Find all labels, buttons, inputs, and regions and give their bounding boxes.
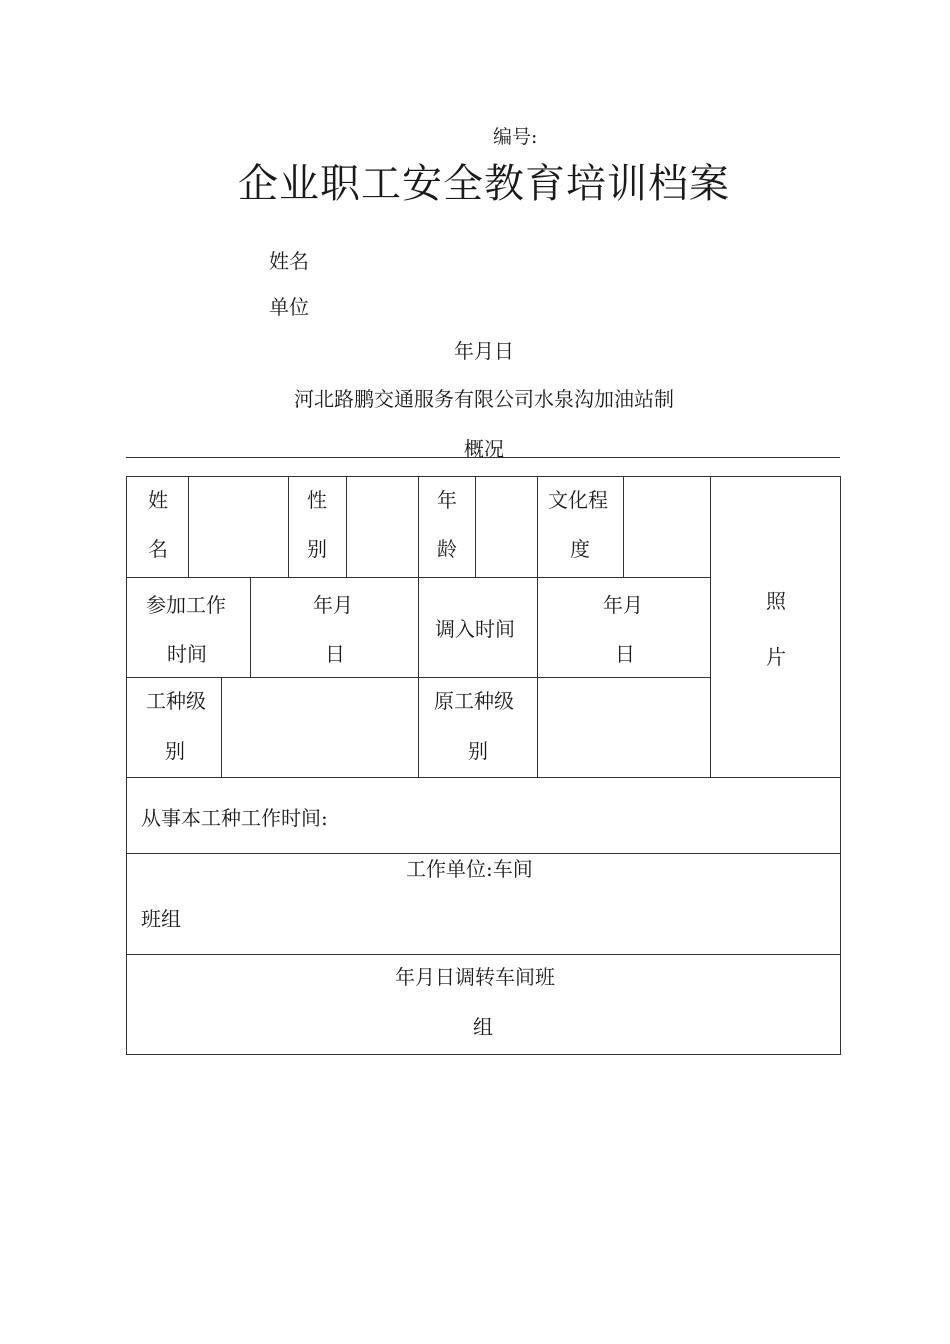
transfer-in-label: 调入时间 [435,617,515,641]
job-duration-label: 从事本工种工作时间: [141,806,328,830]
work-start-date-1: 年月 [313,593,353,617]
col-divider [710,477,711,777]
work-start-label-2: 时间 [167,642,207,666]
education-cell-label-1: 文化程 [548,488,608,512]
row-divider [127,954,840,955]
page-title: 企业职工安全教育培训档案 [238,161,730,207]
work-unit-label: 工作单位:车间 [406,857,533,881]
section-rule [126,457,840,458]
orig-job-grade-label-1: 原工种级 [434,689,514,713]
gender-cell-label-1: 性 [307,488,327,512]
photo-label-2: 片 [766,645,786,669]
unit-field-label: 单位 [269,295,309,319]
transfer-in-date-2: 日 [615,642,635,666]
name-cell-label-1: 姓 [148,488,168,512]
transfer-team-label: 组 [473,1015,493,1039]
date-line: 年月日 [454,339,514,363]
col-divider [623,477,624,577]
section-title: 概况 [464,437,504,461]
job-grade-label-1: 工种级 [146,689,206,713]
profile-table [126,476,841,1055]
row-divider [127,677,711,678]
photo-label-1: 照 [766,589,786,613]
col-divider [221,677,222,777]
col-divider [475,477,476,577]
row-divider [127,853,840,854]
col-divider [288,477,289,577]
work-start-date-2: 日 [325,642,345,666]
education-cell-label-2: 度 [570,537,590,561]
serial-number-label: 编号: [493,126,538,148]
col-divider [188,477,189,577]
row-divider [127,577,711,578]
col-divider [418,477,419,777]
name-cell-label-2: 名 [148,537,168,561]
organization-name: 河北路鹏交通服务有限公司水泉沟加油站制 [294,387,674,411]
name-field-label: 姓名 [269,249,309,273]
transfer-in-date-1: 年月 [603,593,643,617]
age-cell-label-1: 年 [437,488,457,512]
job-grade-label-2: 别 [165,739,185,763]
team-label: 班组 [141,907,181,931]
work-start-label-1: 参加工作 [146,593,226,617]
col-divider [346,477,347,577]
age-cell-label-2: 龄 [437,537,457,561]
col-divider [537,477,538,777]
orig-job-grade-label-2: 别 [468,739,488,763]
gender-cell-label-2: 别 [307,537,327,561]
transfer-line: 年月日调转车间班 [395,965,555,989]
col-divider [250,577,251,677]
row-divider [127,777,840,778]
